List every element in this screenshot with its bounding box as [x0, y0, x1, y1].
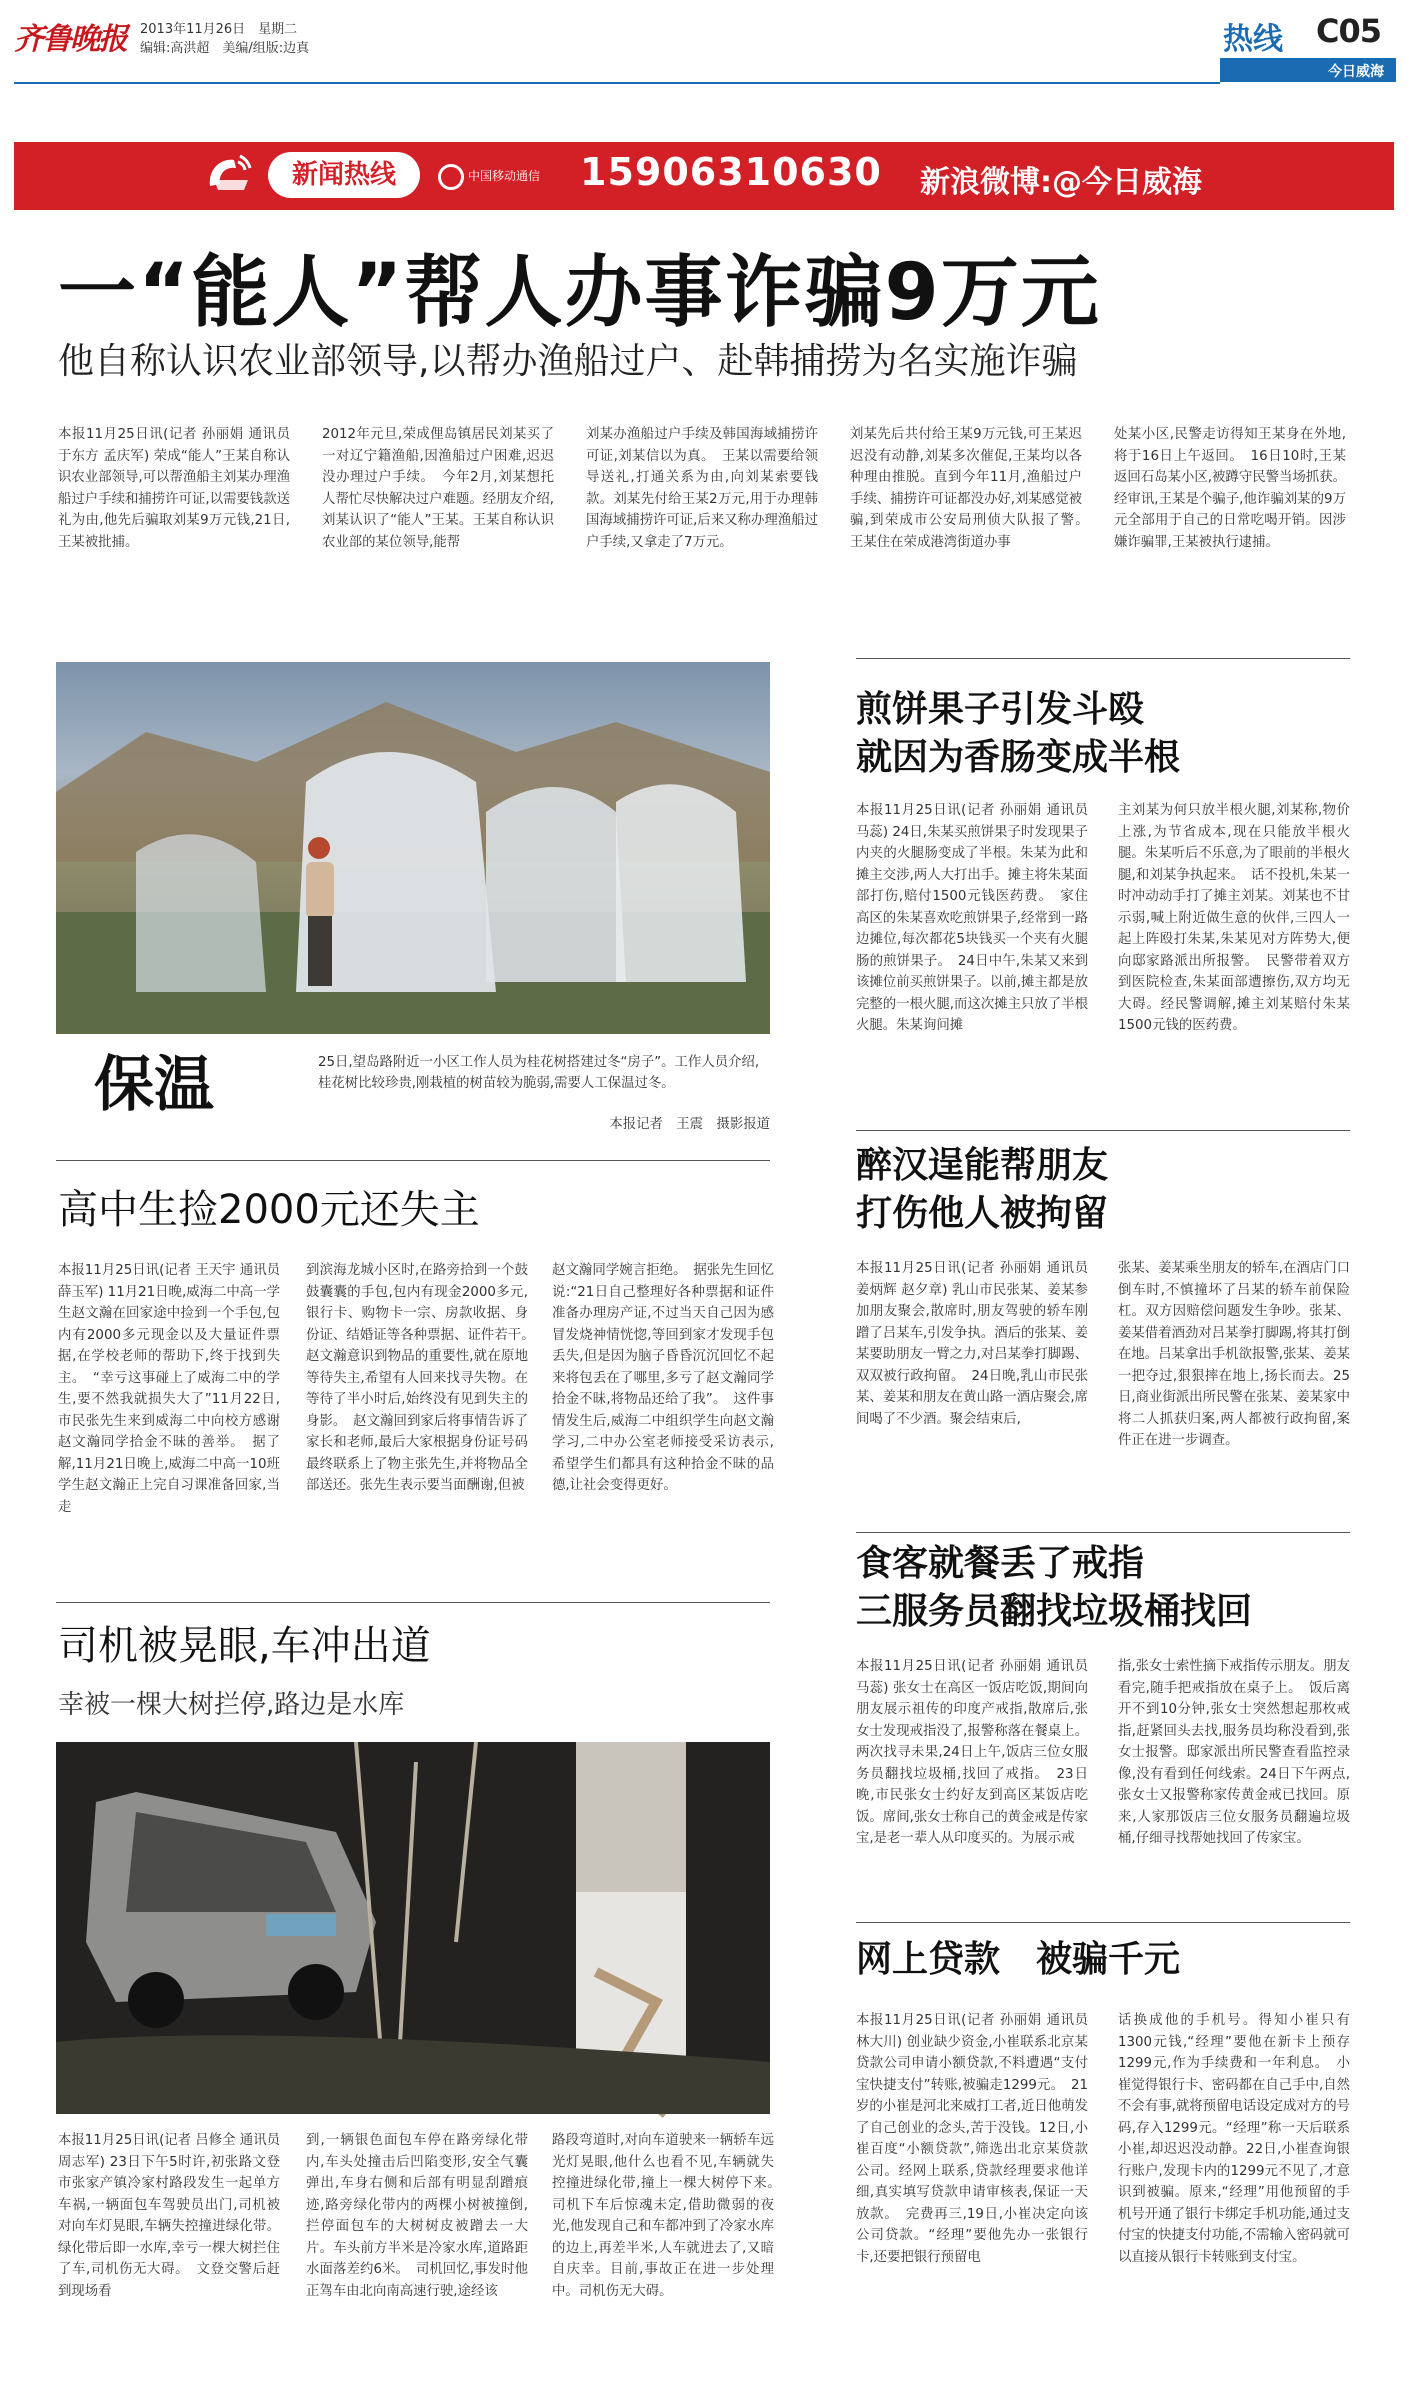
- driver-col-1: 本报11月25日讯(记者 吕修全 通讯员 周志军) 23日下午5时许,初张路文登市张家产镇冷家村路段发生一起单方车祸,一辆面包车驾驶员出门,司机被对向车灯晃眼,车辆失控撞进绿化带。绿化带后即一水库,幸亏一棵大树拦住了车,司机伤无大碍。 文登交警后赶到现场看: [58, 2133, 280, 2299]
- masthead: 齐鲁晚报: [14, 22, 126, 57]
- student-col-1: 本报11月25日讯(记者 王天宇 通讯员 薛玉军) 11月21日晚,威海二中高一学生赵文瀚在回家途中捡到一个手包,包内有2000多元现金以及大量证件票据,在学校老师的帮助下,终于找到失主。 “幸亏这事碰上了威海二中的学生,要不然我就损失大了”11月22日,市民张先生来到威海二中向校方感谢赵文瀚同学拾金不昧的善举。 据了解,11月21日晚上,威海二中高一10班学生赵文瀚正上完自习课准备回家,当走: [58, 1263, 280, 1515]
- ring-col-1: 本报11月25日讯(记者 孙丽娟 通讯员 马蕊) 张女士在高区一饭店吃饭,期间向朋友展示祖传的印度产戒指,散席后,张女士发现戒指没了,报警称落在餐桌上。两次找寻未果,24日上午,饭店三位女服务员翻找垃圾桶,找回了戒指。 23日晚,市民张女士约好友到高区某饭店吃饭。席间,张女士称自己的黄金戒是传家宝,是老一辈人从印度买的。为展示戒: [856, 1659, 1088, 1846]
- hotline-label: 新闻热线: [268, 152, 420, 198]
- ring-rule: [856, 1922, 1350, 1923]
- student-headline: 高中生捡2000元还失主: [58, 1187, 480, 1233]
- ring-headline-1: 食客就餐丢了戒指: [856, 1543, 1145, 1584]
- weibo-handle: 新浪微博:@今日威海: [920, 165, 1202, 200]
- page-number: C05: [1316, 12, 1382, 50]
- carrier-name: 中国移动通信: [468, 169, 541, 183]
- pancake-rule: [856, 1130, 1350, 1131]
- car-crash-illustration: [56, 1742, 770, 2114]
- tree-covers-illustration: [56, 662, 770, 1034]
- drunk-headline-2: 打伤他人被拘留: [856, 1193, 1109, 1234]
- driver-col-2: 到,一辆银色面包车停在路旁绿化带内,车头处撞击后凹陷变形,安全气囊弹出,车身右侧和后部有明显刮蹭痕迹,路旁绿化带内的两棵小树被撞倒,拦停面包车的大树树皮被蹭去一大片。车头前方半米是冷家水库,道路距水面落差约6米。 司机回忆,事发时他正驾车由北向南高速行驶,途经该: [306, 2133, 528, 2299]
- date-line: 2013年11月26日 星期二: [140, 22, 298, 37]
- drunk-col-2: 张某、姜某乘坐朋友的轿车,在酒店门口倒车时,不慎撞坏了吕某的轿车前保险杠。双方因赔偿问题发生争吵。张某、姜某借着酒劲对吕某拳打脚踢,将其打倒在地。吕某拿出手机欲报警,张某、姜某一把夺过,狠狠摔在地上,扬长而去。25日,商业街派出所民警在张某、姜某家中将二人抓获归案,两人都被行政拘留,案件正在进一步调查。: [1118, 1261, 1350, 1448]
- lead-col-4: 刘某先后共付给王某9万元钱,可王某迟迟没有动静,刘某多次催促,王某均以各种理由推脱。直到今年11月,渔船过户手续、捕捞许可证都没办好,刘某感觉被骗,到荣成市公安局刑侦大队报了警。 王某住在荣成港湾街道办事: [850, 427, 1096, 550]
- photo-story-rule: [56, 1160, 770, 1161]
- hotline-banner: [14, 142, 1394, 210]
- pancake-col-2: 主刘某为何只放半根火腿,刘某称,物价上涨,为节省成本,现在只能放半根火腿。朱某听后不乐意,为了眼前的半根火腿,和刘某争执起来。 话不投机,朱某一时冲动动手打了摊主刘某。刘某也不甘示弱,喊上附近做生意的伙伴,三四人一起上阵殴打朱某,朱某见对方阵势大,便向邸家路派出所报警。 民警带着双方到医院检查,朱某面部遭擦伤,双方均无大碍。经民警调解,摊主刘某赔付朱某1500元钱的医药费。: [1118, 803, 1350, 1033]
- lead-col-2: 2012年元旦,荣成俚岛镇居民刘某买了一对辽宁籍渔船,因渔船过户困难,迟迟没办理过户手续。 今年2月,刘某想托人帮忙尽快解决过户难题。经朋友介绍,刘某认识了“能人”王某。王某自称认识农业部的某位领导,能帮: [322, 427, 554, 550]
- china-mobile-logo: [438, 158, 558, 194]
- lead-rule: [856, 658, 1350, 659]
- lead-col-5: 处某小区,民警走访得知王某身在外地,将于16日上午返回。 16日10时,王某返回石岛某小区,被蹲守民警当场抓获。经审讯,王某是个骗子,他诈骗刘某的9万元全部用于自己的日常吃喝开销。因涉嫌诈骗罪,王某被执行逮捕。: [1114, 427, 1346, 550]
- photo-greenhouse-trees: [56, 662, 770, 1034]
- driver-subheadline: 幸被一棵大树拦停,路边是水库: [58, 1690, 405, 1720]
- driver-headline: 司机被晃眼,车冲出道: [58, 1623, 431, 1669]
- subsection-tab: 今日威海: [1220, 58, 1396, 82]
- photo-car-crash: [56, 1742, 770, 2114]
- pancake-headline-2: 就因为香肠变成半根: [856, 737, 1181, 778]
- student-rule: [56, 1602, 770, 1603]
- photo-story-credit: 本报记者 王震 摄影报道: [609, 1117, 770, 1132]
- lead-col-3: 刘某办渔船过户手续及韩国海域捕捞许可证,刘某信以为真。 王某以需要给领导送礼,打通关系为由,向刘某索要钱款。刘某先付给王某2万元,用于办理韩国海域捕捞许可证,后来又称办理渔船过户手续,又拿走了7万元。: [586, 427, 818, 550]
- driver-col-3: 路段弯道时,对向车道驶来一辆轿车远光灯晃眼,他什么也看不见,车辆就失控撞进绿化带,撞上一棵大树停下来。 司机下车后惊魂未定,借助微弱的夜光,他发现自己和车都冲到了冷家水库的边上,再差半米,人车就进去了,又暗自庆幸。目前,事故正在进一步处理中。司机伤无大碍。: [552, 2133, 788, 2299]
- lead-subheadline: 他自称认识农业部领导,以帮办渔船过户、赴韩捕捞为名实施诈骗: [58, 341, 1078, 382]
- section-label: 热线: [1223, 22, 1283, 57]
- student-col-2: 到滨海龙城小区时,在路旁拾到一个鼓鼓囊囊的手包,包内有现金2000多元,银行卡、购物卡一宗、房款收据、身份证、结婚证等各种票据、证件若干。 赵文瀚意识到物品的重要性,就在原地等待失主,希望有人回来找寻失物。在等待了半小时后,始终没有见到失主的身影。 赵文瀚回到家后将事情告诉了家长和老师,最后大家根据身份证号码最终联系上了物主张先生,并将物品全部送还。张先生表示要当面酬谢,但被: [306, 1263, 542, 1493]
- editors-line: 编辑:高洪超 美编/组版:边真: [140, 41, 310, 56]
- lead-headline: 一“能人”帮人办事诈骗9万元: [58, 248, 1101, 338]
- hotline-number: 15906310630: [580, 150, 882, 194]
- pancake-headline-1: 煎饼果子引发斗殴: [856, 689, 1145, 730]
- pancake-col-1: 本报11月25日讯(记者 孙丽娟 通讯员 马蕊) 24日,朱某买煎饼果子时发现果子内夹的火腿肠变成了半根。朱某为此和摊主交涉,两人大打出手。摊主将朱某面部打伤,赔付1500元钱医药费。 家住高区的朱某喜欢吃煎饼果子,经常到一路边摊位,每次都花5块钱买一个夹有火腿肠的煎饼果子。 24日中午,朱某又来到该摊位前买煎饼果子。以前,摊主都是放完整的一根火腿,而这次摊主只放了半根火腿。朱某询问摊: [856, 803, 1088, 1033]
- loan-col-1: 本报11月25日讯(记者 孙丽娟 通讯员 林大川) 创业缺少资金,小崔联系北京某贷款公司申请小额贷款,不料遭遇“支付宝快捷支付”转账,被骗走1299元。 21岁的小崔是河北来威打工者,近日他萌发了自己创业的念头,苦于没钱。12日,小崔百度“小额贷款”,筛选出北京某贷款公司。经网上联系,贷款经理要求他详细,真实填写贷款申请审核表,保证一天放款。 完费再三,19日,小崔决定向该公司贷款。“经理”要他先办一张银行卡,还要把银行预留电: [856, 2013, 1088, 2265]
- phone-icon: [200, 150, 256, 202]
- loan-col-2: 话换成他的手机号。得知小崔只有1300元钱,“经理”要他在新卡上预存1299元,作为手续费和一年利息。 小崔觉得银行卡、密码都在自己手中,自然不会有事,就将预留电话设定成对方的号码,存入1299元。“经理”称一天后联系小崔,却迟迟没动静。22日,小崔查询银行账户,发现卡内的1299元不见了,才意识到被骗。原来,“经理”用他预留的手机号开通了银行卡绑定手机功能,通过支付宝的快捷支付功能,不需输入密码就可以直接从银行卡转账到支付宝。: [1118, 2013, 1350, 2265]
- drunk-rule: [856, 1532, 1350, 1533]
- drunk-col-1: 本报11月25日讯(记者 孙丽娟 通讯员 姜炳辉 赵夕章) 乳山市民张某、姜某参加朋友聚会,散席时,朋友驾驶的轿车刚蹭了吕某车,引发争执。酒后的张某、姜某要助朋友一臂之力,对吕某拳打脚踢、双双被行政拘留。 24日晚,乳山市民张某、姜某和朋友在黄山路一酒店聚会,席间喝了不少酒。聚会结束后,: [856, 1261, 1088, 1427]
- student-col-3: 赵文瀚同学婉言拒绝。 据张先生回忆说:“21日自己整理好各种票据和证件准备办理房产证,不过当天自己因为感冒发烧神情恍惚,等回到家才发现手包丢失,但是因为脑子昏昏沉沉回忆不起来将包丢在了哪里,多亏了赵文瀚同学拾金不昧,将物品还给了我”。 这件事情发生后,威海二中组织学生向赵文瀚学习,二中办公室老师接受采访表示,希望学生们都具有这种拾金不昧的品德,让社会变得更好。: [552, 1263, 774, 1493]
- photo-story-title: 保温: [94, 1050, 214, 1120]
- photo-story-caption: 25日,望岛路附近一小区工作人员为桂花树搭建过冬“房子”。工作人员介绍,桂花树比较珍贵,刚栽植的树苗较为脆弱,需要人工保温过冬。: [318, 1055, 760, 1091]
- china-mobile-icon: [438, 164, 464, 190]
- loan-headline: 网上贷款 被骗千元: [856, 1939, 1181, 1980]
- lead-col-1: 本报11月25日讯(记者 孙丽娟 通讯员 于东方 孟庆军) 荣成“能人”王某自称认识农业部领导,可以帮渔船主刘某办理渔船过户手续和捕捞许可证,以需要钱款送礼为由,他先后骗取刘某9万元钱,21日,王某被批捕。: [58, 427, 290, 550]
- ring-headline-2: 三服务员翻找垃圾桶找回: [856, 1591, 1253, 1632]
- ring-col-2: 指,张女士索性摘下戒指传示朋友。朋友看完,随手把戒指放在桌子上。 饭后离开不到10分钟,张女士突然想起那枚戒指,赶紧回头去找,服务员均称没看到,张女士报警。邸家派出所民警查看监控录像,没有看到任何线索。24日下午两点,张女士又报警称家传黄金戒已找回。原来,人家那饭店三位女服务员翻遍垃圾桶,仔细寻找帮她找回了传家宝。: [1118, 1659, 1350, 1846]
- drunk-headline-1: 醉汉逞能帮朋友: [856, 1145, 1109, 1186]
- header-rule: [14, 82, 1220, 84]
